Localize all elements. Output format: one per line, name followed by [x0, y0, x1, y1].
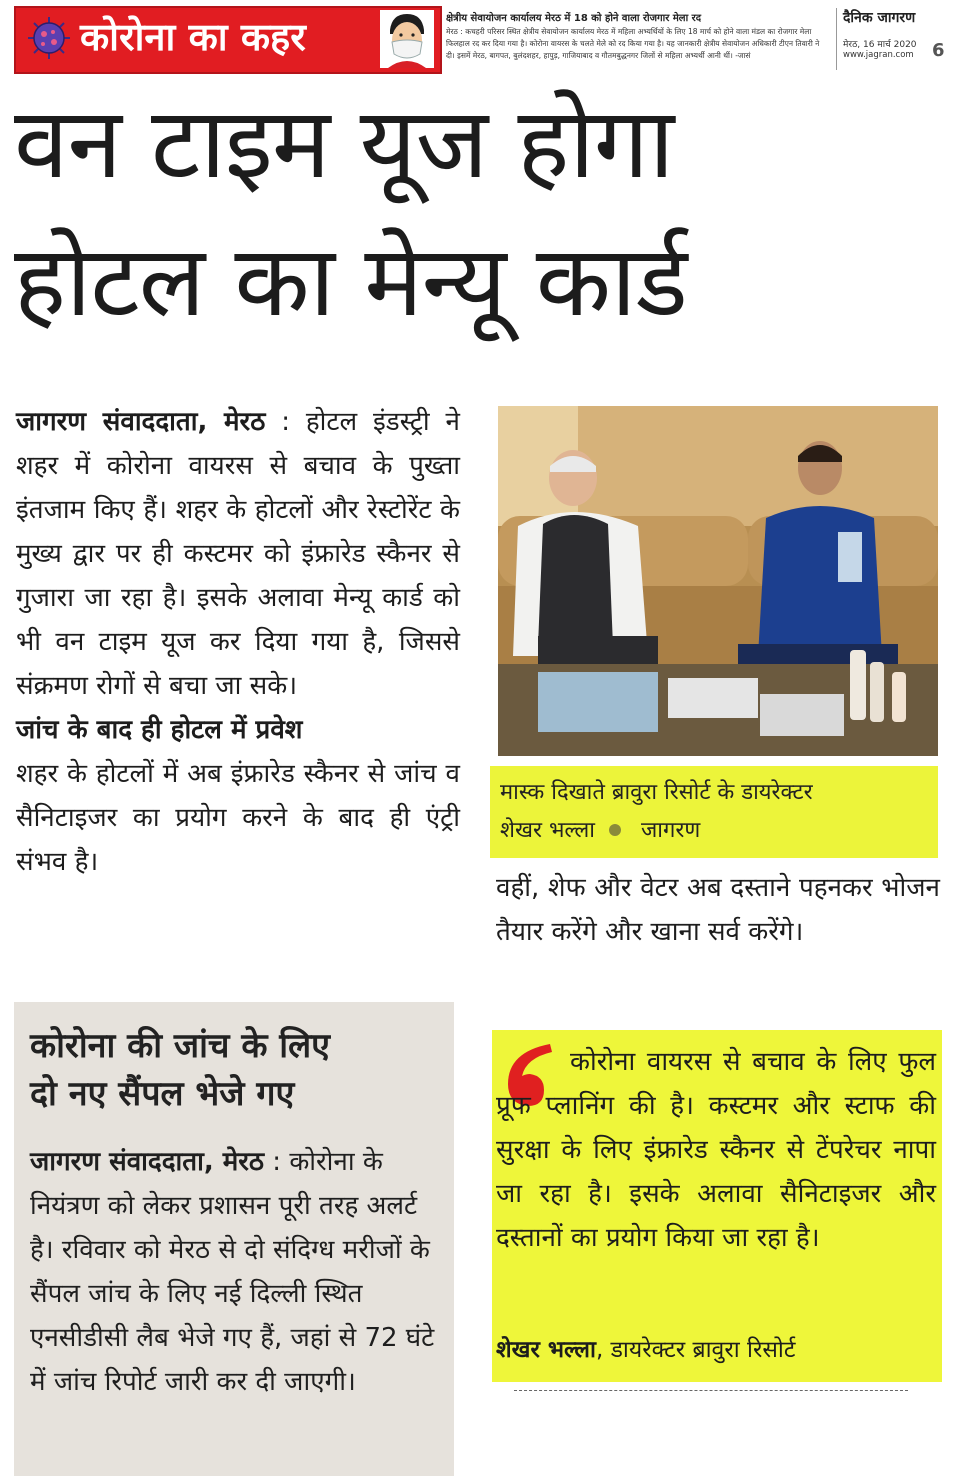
news-photo — [498, 406, 938, 756]
byline-separator: : — [265, 407, 306, 437]
divider-dashed — [514, 1390, 908, 1391]
related-story-headline — [30, 1022, 450, 1118]
masthead-name: दैनिक जागरण — [843, 10, 916, 26]
masthead-url: www.jagran.com — [843, 50, 914, 60]
bullet-dot-icon — [609, 824, 621, 836]
page-number: 6 — [932, 40, 945, 61]
caption-credit: जागरण — [640, 818, 701, 843]
related-byline: जागरण संवाददाता, मेरठ — [30, 1147, 265, 1177]
related-story-body — [30, 1140, 442, 1404]
article-subhead: जांच के बाद ही होटल में प्रवेश — [16, 715, 303, 745]
section-banner-title: कोरोना का कहर — [80, 15, 306, 59]
related-headline-line-1: कोरोना की जांच के लिए — [30, 1026, 330, 1066]
article-column-left — [16, 400, 460, 884]
ticker-headline: क्षेत्रीय सेवायोजन कार्यालय मेरठ में 18 को होने वाला रोजगार मेला रद — [446, 13, 702, 24]
article-byline: जागरण संवाददाता, मेरठ — [16, 407, 266, 437]
quote-text-block — [496, 1040, 936, 1260]
caption-line-2: शेखर भल्ला — [500, 818, 595, 843]
photo-caption — [490, 766, 938, 858]
quote-text: कोरोना वायरस से बचाव के लिए फुल प्रूफ प्लानिंग की है। कस्टमर और स्टाफ की सुरक्षा के लिए इंफ्रारेड स्कैनर से टेंपरेचर नापा जा रहा है। इसके अलावा सैनिटाइजर और दस्तानों का प्रयोग किया जा रहा है। — [496, 1047, 936, 1253]
related-byline-separator: : — [264, 1147, 290, 1177]
headline-line-1: वन टाइम यूज होगा — [14, 87, 674, 201]
quote-indent-spacer — [496, 1069, 570, 1070]
masked-man-icon — [380, 10, 434, 68]
article-column-right — [496, 866, 940, 954]
caption-line-1: मास्क दिखाते ब्रावुरा रिसोर्ट के डायरेक्टर — [500, 780, 813, 805]
related-story-text: कोरोना के नियंत्रण को लेकर प्रशासन पूरी तरह अलर्ट है। रविवार को मेरठ से दो संदिग्ध मरीजों के सैंपल जांच के लिए नई दिल्ली स्थित एनसीडीसी लैब भेजे गए हैं, जहां से 72 घंटे में जांच रिपोर्ट जारी कर दी जाएगी। — [30, 1147, 435, 1397]
related-headline-line-2: दो नए सैंपल भेजे गए — [30, 1074, 295, 1114]
quote-speaker: शेखर भल्ला — [496, 1337, 596, 1363]
masthead-date: मेरठ, 16 मार्च 2020 — [843, 40, 917, 50]
quote-attribution — [496, 1332, 936, 1368]
quote-speaker-title: , डायरेक्टर ब्रावुरा रिसोर्ट — [595, 1337, 796, 1363]
ticker-text: मेरठ : कचहरी परिसर स्थित क्षेत्रीय सेवायोजन कार्यालय मेरठ में महिला अभ्यर्थियों के लिए 18 मार्च को होने वाला मंडल का रोजगार मेला फिलहाल रद कर दिया गया है। कोरोना वायरस के चलते मेले को रद किया गया है। यह जानकारी क्षेत्रीय सेवायोजन अधिकारी टीएन तिवारी ने दी। इसमें मेरठ, बागपत, बुलंदशहर, हापुड़, गाजियाबाद व गौतमबुद्धनगर जिलों से महिला अभ्यर्थी आनी थीं। -जासं — [446, 27, 820, 60]
headline-line-2: होटल का मेन्यू कार्ड — [14, 225, 687, 339]
article-paragraph-2: शहर के होटलों में अब इंफ्रारेड स्कैनर से जांच व सैनिटाइजर का प्रयोग करने के बाद ही एंट्री संभव है। — [16, 759, 460, 877]
article-paragraph-3: वहीं, शेफ और वेटर अब दस्ताने पहनकर भोजन तैयार करेंगे और खाना सर्व करेंगे। — [496, 873, 940, 947]
coronavirus-icon — [26, 15, 72, 61]
article-paragraph-1: होटल इंडस्ट्री ने शहर में कोरोना वायरस से बचाव के पुख्ता इंतजाम किए हैं। शहर के होटलों और रेस्टोरेंट के मुख्य द्वार पर ही कस्टमर को इंफ्रारेड स्कैनर से गुजारा जा रहा है। इसके अलावा मेन्यू कार्ड को भी वन टाइम यूज कर दिया गया है, जिससे संक्रमण रोगों से बचा जा सके। — [16, 407, 460, 701]
